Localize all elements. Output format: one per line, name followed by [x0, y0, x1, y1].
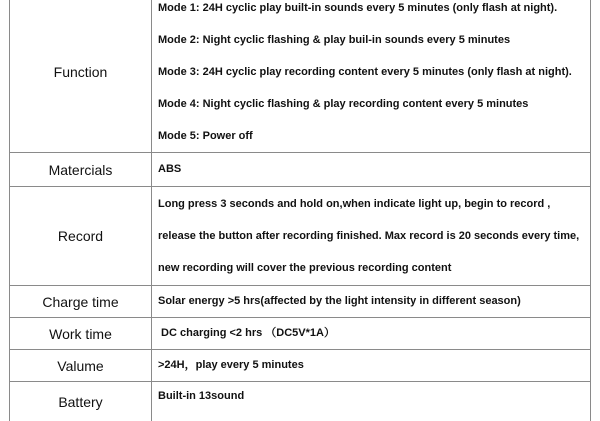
mode-3-text: Mode 3: 24H cyclic play recording content every 5 minutes (only flash at night). [158, 65, 572, 78]
row-label: Work time [10, 318, 152, 349]
row-label: Valume [10, 350, 152, 381]
row-value [152, 286, 590, 317]
row-label: Charge time [10, 286, 152, 317]
table-row-materials [10, 152, 590, 186]
table-row-battery [10, 381, 590, 421]
table-row-work-time [10, 317, 590, 349]
record-line-3: new recording will cover the previous recording content [158, 261, 452, 274]
work-time-text: DC charging <2 hrs （DC5V*1A） [158, 327, 335, 339]
row-value [152, 0, 590, 152]
row-label: Function [10, 0, 152, 152]
row-value [152, 153, 590, 186]
table-row-function [10, 0, 590, 152]
table-row-volume [10, 349, 590, 381]
materials-text: ABS [158, 163, 182, 175]
row-value [152, 350, 590, 381]
record-line-2: release the button after recording finished. Max record is 20 seconds every time, [158, 229, 580, 242]
battery-text: Built-in 13sound [158, 390, 245, 402]
row-label: Matercials [10, 153, 152, 186]
mode-2-text: Mode 2: Night cyclic flashing & play buil-in sounds every 5 minutes [158, 33, 511, 46]
charge-time-text: Solar energy >5 hrs(affected by the light intensity in different season) [158, 295, 521, 307]
row-value [152, 318, 590, 349]
table-row-charge-time [10, 285, 590, 317]
spec-table [9, 0, 591, 421]
mode-4-text: Mode 4: Night cyclic flashing & play recording content every 5 minutes [158, 97, 529, 110]
volume-text: >24H，play every 5 minutes [158, 359, 304, 371]
row-value [152, 382, 590, 421]
row-label: Record [10, 187, 152, 285]
mode-5-text: Mode 5: Power off [158, 129, 253, 142]
row-value [152, 187, 590, 285]
table-row-record [10, 186, 590, 285]
row-label: Battery [10, 382, 152, 421]
record-line-1: Long press 3 seconds and hold on,when indicate light up, begin to record , [158, 197, 551, 210]
mode-1-text: Mode 1: 24H cyclic play built-in sounds every 5 minutes (only flash at night). [158, 1, 558, 14]
